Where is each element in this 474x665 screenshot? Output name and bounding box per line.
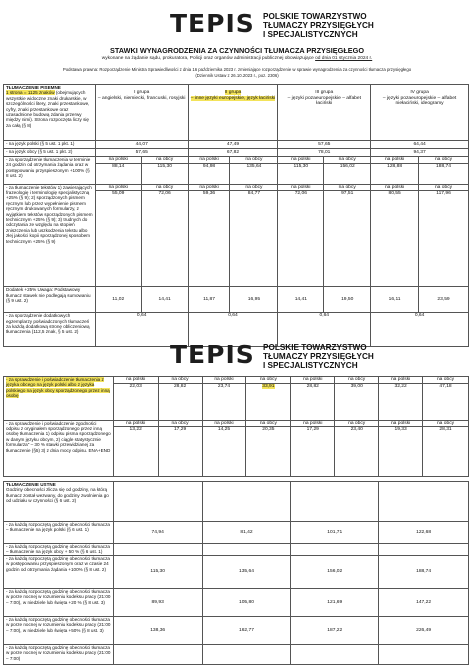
empty-cell: [379, 482, 469, 522]
dir-label: na obcy: [141, 184, 188, 191]
value-cell: 105,80: [202, 588, 291, 616]
org-name-page2: [263, 343, 374, 370]
oral-row-label: - za każdą rozpoczętą godzinę obecności tłumacza – tłumaczenie na język polski (§ 6 ust. 1): [4, 522, 114, 544]
value-cell: 11,02: [95, 287, 141, 313]
row-label-na-polski: - na język polski (§ 5 ust. 1 pkt. 1): [4, 141, 96, 149]
value-cell: 11,87: [188, 287, 230, 313]
value-cell: [202, 544, 291, 556]
org-line-3: I SPECJALISTYCZNYCH: [263, 361, 358, 370]
page-definition-rest: (obejmujących wszystkie widoczne znaki drukarskie, w szczególności litery, znaki przestankowe, cyfry, znaki przestankowe oraz uzasadnione budową zdania przerwy między nimi). Strona rozpoczęta liczy się za całą (§ 8): [6, 90, 90, 128]
value-cell: 57,65: [95, 149, 188, 157]
org-line-2: TŁUMACZY PRZYSIĘGŁYCH: [263, 352, 374, 361]
dir-label: na obcy: [158, 420, 202, 427]
value-cell: 16,11: [371, 287, 419, 313]
value-cell: 13,22: [113, 427, 158, 477]
dir-label: na polski: [379, 420, 423, 427]
org-line-3: I SPECJALISTYCZNYCH: [263, 30, 358, 39]
value-cell: 19,33: [379, 427, 423, 477]
value-cell: 156,02: [324, 163, 371, 184]
dir-label: na polski: [188, 184, 230, 191]
value-cell: 14,41: [278, 287, 324, 313]
value-cell-highlighted: [246, 383, 291, 420]
dir-label: na obcy: [423, 377, 469, 384]
dir-label: na polski: [95, 157, 141, 164]
value-cell: 101,71: [291, 522, 379, 544]
dir-label: na polski: [291, 420, 335, 427]
oral-row-label: - za każdą rozpoczętą godzinę obecności tłumacza w porze nocnej w rozumieniu kodeksu pracy (21:00 – 7:00): [4, 644, 114, 664]
value-cell: 81,42: [202, 522, 291, 544]
value-cell: 0,64: [371, 313, 469, 347]
value-cell: 47,18: [423, 383, 469, 420]
value-cell: 59,36: [188, 191, 230, 287]
value-cell-hl-text: 33,91: [262, 383, 275, 389]
value-cell: 19,50: [324, 287, 371, 313]
empty-cell: [291, 482, 379, 522]
dir-label: na obcy: [324, 184, 371, 191]
value-cell: [291, 544, 379, 556]
group-3-desc: – języki pozaeuropejskie – alfabet łaciński: [287, 95, 361, 107]
oral-row-label: - za każdą rozpoczętą godzinę obecności tłumacza – tłumaczenie na język obcy + 50 % (§ 6 ust. 1): [4, 544, 114, 556]
dir-label: na obcy: [141, 157, 188, 164]
value-cell: 89,93: [113, 588, 202, 616]
row-label-terminowe: - za sporządzenie tłumaczenia w terminie 24 godzin od otrzymania żądania oraz w postępowaniu przyspieszonym +100% (§ 8 ust. 2): [4, 157, 96, 185]
org-line-2: TŁUMACZY PRZYSIĘGŁYCH: [263, 21, 374, 30]
dir-label: na polski: [202, 377, 246, 384]
dir-label: na obcy: [335, 420, 379, 427]
value-cell: 32,22: [379, 383, 423, 420]
oral-row-label: - za każdą rozpoczętą godzinę obecności tłumacza w porze nocnej w rozumieniu kodeksu pracy (21:00 – 7:00), w niedziele lub święta +50% (§ 8 ust. 3): [4, 616, 114, 644]
org-name: [263, 12, 374, 39]
group-1-title: I grupa: [134, 90, 150, 95]
row-label-egzemplarz: - za sporządzenie dodatkowych egzemplarzy poświadczonych tłumaczeń za każdą dodatkową stronę obliczeniową tłumaczenia (112,5 znak, § 5 ust. 2): [4, 313, 96, 347]
row-label-specjalist: - za tłumaczenie tekstów 1) zawierających frazeologię i terminologię specjalistyczną +25% (§ 9); 2) sporządzonych pismem ręcznym lub przez wypełnienie pismem ręcznym drukowanych formularzy, z wyjątkiem tekstów sporządzonych pismem technicznym +25% (§ 9); 3) trudnych do odczytania ze względu na stopień zniszczenia lub uszkodzenia tekstu albo złej jakości kopii sporządzonej sposobem technicznym +25% (§ 9): [4, 184, 96, 287]
value-cell: 16,95: [230, 287, 278, 313]
value-cell: 47,49: [188, 141, 278, 149]
value-cell: 28,31: [423, 427, 469, 477]
value-cell: 84,77: [230, 191, 278, 287]
dir-label: na polski: [278, 184, 324, 191]
value-cell: 28,82: [291, 383, 335, 420]
group-1-desc: – angielski, niemiecki, francuski, rosyjski: [97, 95, 186, 101]
tepis-logo: TEPIS: [170, 9, 255, 38]
value-cell: 74,94: [113, 522, 202, 544]
value-cell: 17,29: [291, 427, 335, 477]
dir-label: na obcy: [230, 184, 278, 191]
row-label-zgodnosc: - za sprawdzenie i poświadczenie zgodności odpisu z oryginałem sporządzonego przez inną osobę tłumaczenia 1) odpisu pisma sporządzonego w danym języku obcym, 2) ciągle statystycznie formularza" – 30 % stawki przewidzianej za tłumaczenie (§5) 3) z dnia mocy odpisu. ENA+END: [4, 420, 114, 477]
value-cell: 122,68: [379, 522, 469, 544]
subtitle-date: od dnia 01 stycznia 2024 r.: [315, 56, 373, 61]
tepis-logo-page2: TEPIS: [170, 340, 255, 369]
rates-table-written: [3, 84, 469, 347]
value-cell: 39,00: [335, 383, 379, 420]
group-4-desc: – języki pozaeuropejskie – alfabet niełaciński, ideogramy: [382, 95, 457, 107]
value-cell: [379, 544, 469, 556]
value-cell: 0,64: [95, 313, 188, 347]
value-cell: [113, 544, 202, 556]
value-cell: 135,64: [202, 555, 291, 588]
value-cell: 188,74: [419, 163, 469, 184]
value-cell: [202, 644, 291, 664]
value-cell: 80,55: [371, 191, 419, 287]
value-cell: 88,14: [95, 163, 141, 184]
value-cell: 14,25: [202, 427, 246, 477]
group-2-desc-text: – inne języki europejskie, język łaciński: [190, 95, 276, 101]
value-cell: 94,98: [188, 163, 230, 184]
value-cell: 121,69: [291, 588, 379, 616]
value-cell: 156,02: [291, 555, 379, 588]
dir-label: na polski: [188, 157, 230, 164]
value-cell: 55,09: [95, 191, 141, 287]
value-cell: 138,36: [113, 616, 202, 644]
value-cell: 226,49: [379, 616, 469, 644]
dir-label: na obcy: [324, 157, 371, 164]
value-cell: 162,77: [202, 616, 291, 644]
value-cell: 115,30: [141, 163, 188, 184]
value-cell: 44,07: [95, 141, 188, 149]
oral-row-label: - za każdą rozpoczętą godzinę obecności tłumacza w postępowaniu przyspieszonym oraz w czasie 24 godzin od otrzymania żądania +100% (§ 8 ust. 2): [4, 555, 114, 588]
group-2-desc: [191, 96, 276, 102]
value-cell: 97,51: [324, 191, 371, 287]
dir-label: na obcy: [419, 157, 469, 164]
empty-cell: [202, 482, 291, 522]
value-cell: [379, 644, 469, 664]
value-cell: 14,41: [141, 287, 188, 313]
value-cell: 115,30: [278, 163, 324, 184]
row-label-dodatek: Dodatek +25% Uwaga: Podstawowy tłumacz stawek nie podlegają sumowaniu (§ 9 ust. 2): [4, 287, 96, 313]
subtitle-text: wykonane na żądanie sądu, prokuratora, Policji oraz organów administracji publicznej obowiązujące: [101, 56, 316, 61]
group-2-header: [188, 85, 278, 141]
group-3-title: III grupa: [315, 90, 334, 95]
group-1-header: [95, 85, 188, 141]
page-definition: 1 strona = 1125 znaków: [6, 90, 55, 96]
oral-title: TŁUMACZENIE USTNE: [6, 482, 56, 487]
poswiadczenie-text: - za sprawdzenie i poświadczenie tłumaczenia z języka obcego na język polski albo z języka polskiego na język obcy sporządzonego przez inną osobę: [6, 377, 110, 399]
dir-label: na obcy: [246, 420, 291, 427]
group-4-title: IV grupa: [410, 90, 429, 95]
value-cell: 23,59: [419, 287, 469, 313]
value-cell: 23,74: [202, 383, 246, 420]
value-cell: 0,64: [278, 313, 371, 347]
written-header-label: TŁUMACZENIE PISEMNE: [6, 85, 61, 90]
value-cell: 187,22: [291, 616, 379, 644]
dir-label: na polski: [113, 420, 158, 427]
oral-row-label: - za każdą rozpoczętą godzinę obecności tłumacza w porze nocnej w rozumieniu kodeksu pracy (21:00 – 7:00), w niedziele lub święta +20 % (§ 8 ust. 3): [4, 588, 114, 616]
legal-basis-1: Podstawa prawna: Rozporządzenie Ministra Sprawiedliwości z dnia 16 października 2023 r. zmieniające rozporządzenie w sprawie wynagrodzenia za czynności tłumacza przysięgłego: [62, 67, 412, 72]
oral-desc: Godziny obecności zlicza się od godziny, na którą tłumacz został wezwany, do godziny zwolnienia go od udziału w czynności (§ 6 ust. 2): [6, 487, 109, 504]
value-cell: 72,06: [278, 191, 324, 287]
group-3-header: [278, 85, 371, 141]
empty-cell: [113, 482, 202, 522]
value-cell: 115,30: [113, 555, 202, 588]
written-header-cell: [4, 85, 96, 141]
value-cell: 64,44: [371, 141, 469, 149]
dir-label: na obcy: [158, 377, 202, 384]
row-label-na-obcy: - na język obcy (§ 5 ust. 1 pkt. 2): [4, 149, 96, 157]
dir-label: na polski: [371, 184, 419, 191]
rates-table-verification: [3, 376, 469, 477]
legal-basis-2: (Dziennik Ustaw z 26.10.2023 r., poz. 2306): [195, 73, 279, 78]
group-4-header: [371, 85, 469, 141]
dir-label: na obcy: [230, 157, 278, 164]
value-cell: 135,64: [230, 163, 278, 184]
dir-label: na obcy: [335, 377, 379, 384]
value-cell: 22,03: [113, 383, 158, 420]
value-cell: 28,82: [158, 383, 202, 420]
value-cell: 20,35: [246, 427, 291, 477]
page-subtitle: [0, 56, 474, 61]
dir-label: na polski: [113, 377, 158, 384]
value-cell: 78,01: [278, 149, 371, 157]
value-cell: [291, 644, 379, 664]
value-cell: 128,88: [371, 163, 419, 184]
value-cell: 67,82: [188, 149, 278, 157]
org-line-1: POLSKIE TOWARZYSTWO: [263, 12, 367, 21]
dir-label: na obcy: [246, 377, 291, 384]
value-cell: 147,22: [379, 588, 469, 616]
value-cell: 57,65: [278, 141, 371, 149]
value-cell: 117,96: [419, 191, 469, 287]
row-label-poswiadczenie: [4, 377, 114, 421]
dir-label: na polski: [379, 377, 423, 384]
group-2-title-text: II grupa: [224, 90, 242, 95]
dir-label: na obcy: [423, 420, 469, 427]
page-title: STAWKI WYNAGRODZENIA ZA CZYNNOŚCI TŁUMACZA PRZYSIĘGŁEGO: [109, 46, 365, 55]
rates-table-oral: [3, 481, 469, 665]
value-cell: 0,64: [188, 313, 278, 347]
dir-label: na polski: [278, 157, 324, 164]
org-line-1: POLSKIE TOWARZYSTWO: [263, 343, 367, 352]
oral-header-cell: [4, 482, 114, 522]
dir-label: na polski: [95, 184, 141, 191]
value-cell: [113, 644, 202, 664]
dir-label: na polski: [291, 377, 335, 384]
value-cell: 188,74: [379, 555, 469, 588]
value-cell: 94,37: [371, 149, 469, 157]
dir-label: na polski: [371, 157, 419, 164]
value-cell: 72,06: [141, 191, 188, 287]
dir-label: na polski: [202, 420, 246, 427]
dir-label: na obcy: [419, 184, 469, 191]
value-cell: 17,29: [158, 427, 202, 477]
value-cell: 23,40: [335, 427, 379, 477]
